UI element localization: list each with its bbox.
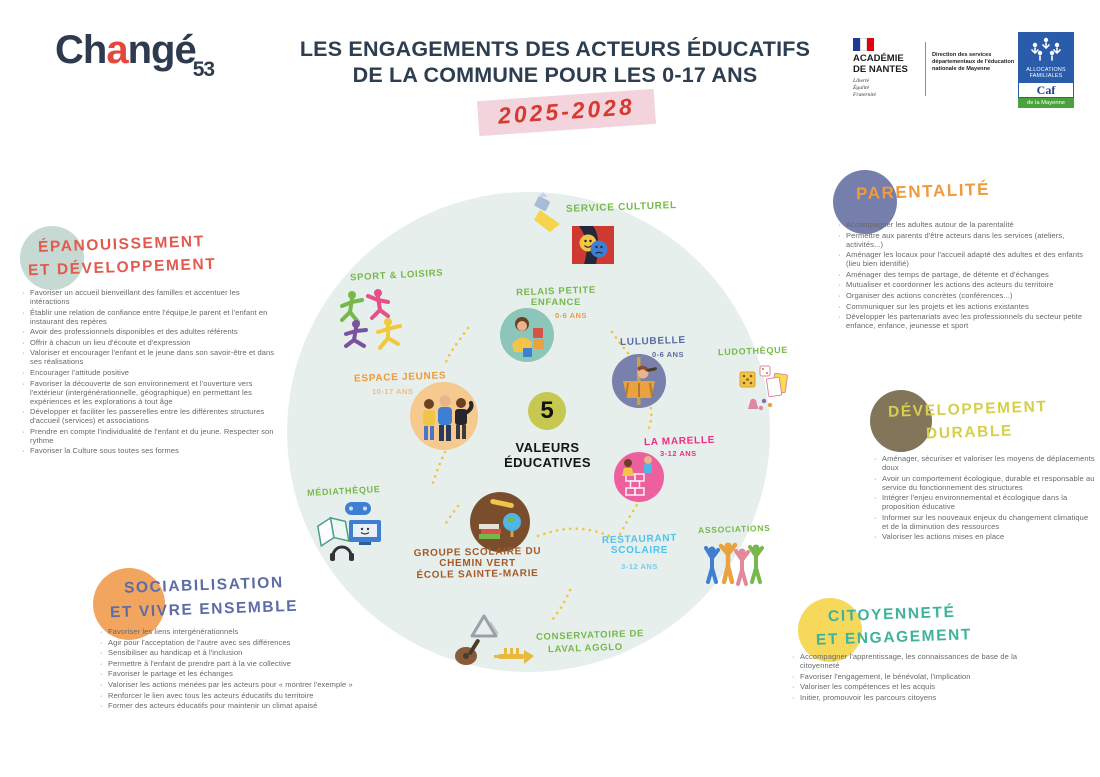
node-la-marelle	[612, 432, 722, 506]
bullet-item: · Communiquer sur les projets et les actions existantes	[836, 302, 1088, 311]
book-screen-headphones-icon	[315, 502, 383, 562]
service-culturel-label: SERVICE CULTUREL	[565, 200, 678, 215]
relais-label-1: RELAIS PETITE	[515, 284, 597, 299]
bullet-item: · Favoriser l'engagement, le bénévolat, l'implication	[790, 672, 1025, 681]
bullet-item: · Offrir à chacun un lieu d'écoute et d'expression	[20, 338, 278, 347]
bullet-item: · Aménager, sécuriser et valoriser les moyens de déplacements doux	[872, 454, 1096, 472]
bullet-item: · Valoriser les compétences et les acquis	[790, 682, 1025, 691]
theater-masks-icon	[572, 226, 614, 264]
bullet-item: · Initier, promouvoir les parcours citoyens	[790, 693, 1025, 702]
partner-divider	[925, 42, 926, 96]
section-blob	[20, 226, 84, 290]
relais-age: 0-6 ANS	[555, 311, 587, 320]
lulubelle-age: 0-6 ANS	[652, 350, 684, 359]
title-line-1: LES ENGAGEMENTS DES ACTEURS ÉDUCATIFS	[299, 37, 811, 61]
epanouissement-title-1: ÉPANOUISSEMENT	[37, 233, 206, 256]
bullet-item: · Accompagner l'apprentissage, les connaissances de base de la citoyenneté	[790, 652, 1025, 670]
bullet-item: · Favoriser un accueil bienveillant des familles et accentuer les intéractions	[20, 288, 278, 306]
title-line-2: DE LA COMMUNE POUR LES 0-17 ANS	[352, 63, 758, 87]
caf-name: Caf	[1018, 82, 1074, 98]
node-mediatheque	[305, 482, 400, 567]
period-text: 2025-2028	[497, 93, 636, 129]
center-label-2: ÉDUCATIVES	[504, 455, 591, 470]
epanouissement-title-2: ET DÉVELOPPEMENT	[27, 255, 217, 280]
bullet-item: · Favoriser le partage et les échanges	[98, 669, 383, 678]
change53-logo	[55, 28, 214, 82]
dice-games-icon	[738, 364, 792, 412]
academie-motto: Liberté Égalité Fraternité	[853, 78, 876, 98]
la-marelle-label: LA MARELLE	[643, 434, 716, 449]
logo-number: 53	[192, 58, 215, 81]
node-conservatoire	[448, 612, 645, 672]
parentalite-bullets	[836, 220, 1088, 332]
caf-allocations-text: ALLOCATIONS FAMILIALES	[1018, 66, 1074, 82]
bullet-item: · Aménager les locaux pour l'accueil adapté des adultes et des enfants (lieu bien identifié)	[836, 250, 1088, 268]
bullet-item: · Établir une relation de confiance entre l'équipe,le parent et l'enfant en instaurant des repères	[20, 308, 278, 326]
sociabilisation-title-1: SOCIABILISATION	[123, 574, 285, 597]
bullet-item: · Informer sur les nouveaux enjeux du changement climatique et de la diminution des ressources	[872, 513, 1096, 531]
books-globe-pencil-icon	[470, 492, 530, 552]
node-service-culturel	[520, 190, 680, 276]
bullet-item: · Développer les partenariats avec les professionnels du secteur petite enfance, enfance, jeunesse et sport	[836, 312, 1088, 330]
caf-family-icon	[1018, 32, 1074, 66]
triangle-guitar-trumpet-icon	[450, 614, 534, 668]
academie-name-2: DE NANTES	[853, 63, 908, 75]
five-number: 5	[540, 397, 554, 424]
sociabilisation-bullets	[98, 627, 383, 712]
teenagers-icon	[410, 382, 478, 450]
caf-mayenne-logo	[1018, 32, 1074, 108]
bullet-item: · Intégrer l'enjeu environnemental et écologique dans la proposition éducative	[872, 493, 1096, 511]
bullet-item: · Valoriser les actions mises en place	[872, 532, 1096, 541]
bullet-item: · Valoriser les actions menées par les acteurs pour « montrer l'exemple »	[98, 680, 383, 689]
citoyennete-title-1: CITOYENNETÉ	[827, 603, 956, 626]
groupe-scolaire-label-1: GROUPE SCOLAIRE DU	[413, 545, 542, 560]
conservatoire-label-1: CONSERVATOIRE DE	[535, 628, 645, 643]
relais-label-2: ENFANCE	[530, 297, 582, 308]
ludotheque-label: LUDOTHÈQUE	[717, 344, 789, 358]
french-flag-icon	[853, 38, 874, 51]
bullet-item: · Renforcer le lien avec tous les acteurs éducatifs du territoire	[98, 691, 383, 700]
bullet-item: · Avoir des professionnels disponibles et des adultes référents	[20, 327, 278, 336]
epanouissement-bullets	[20, 288, 278, 457]
node-ludotheque	[716, 344, 801, 416]
restaurant-age: 3-12 ANS	[621, 562, 658, 571]
groupe-scolaire-label-3: ÉCOLE SAINTE-MARIE	[416, 567, 539, 582]
logo-text: Ch	[55, 28, 107, 72]
academie-nantes-logo	[853, 38, 919, 99]
spotlight-icon	[528, 192, 564, 234]
logo-text: ngé	[127, 28, 196, 72]
citoyennete-title-2: ET ENGAGEMENT	[815, 626, 973, 649]
parentalite-title: PARENTALITÉ	[855, 179, 991, 204]
groupe-scolaire-label-2: CHEMIN VERT	[439, 558, 516, 569]
caf-region: de la Mayenne	[1018, 98, 1074, 108]
restaurant-label-2: SCOLAIRE	[610, 545, 669, 556]
bullet-item: · Sensibiliser au handicap et à l'inclusion	[98, 648, 383, 657]
bullet-item: · Prendre en compte l'individualité de l'enfant et du jeune. Respecter son rythme	[20, 427, 278, 445]
la-marelle-age: 3-12 ANS	[660, 449, 697, 458]
bullet-item: · Favoriser les liens intergénérationnels	[98, 627, 383, 636]
bullet-item: · Aménager des temps de partage, de détente et d'échanges	[836, 270, 1088, 279]
node-groupe-scolaire	[405, 490, 550, 586]
node-associations	[698, 522, 776, 594]
bullet-item: · Favoriser la découverte de son environnement et l'ouverture vers l'extérieur (intergénérationnelle, géographique) en permettant les expériences et les explorations à tout âge	[20, 379, 278, 406]
node-relais-petite-enfance	[496, 284, 616, 368]
developpement-bullets	[872, 454, 1096, 543]
associations-label: ASSOCIATIONS	[697, 522, 771, 536]
node-lulubelle	[610, 332, 705, 412]
page-title	[250, 36, 860, 88]
bullet-item: · Agir pour l'acceptation de l'autre avec ses différences	[98, 638, 383, 647]
child-blocks-icon	[500, 308, 554, 362]
bullet-item: · Avoir un comportement écologique, durable et responsable au service du fonctionnement des structures	[872, 474, 1096, 492]
bullet-item: · Accompagner les adultes autour de la parentalité	[836, 220, 1088, 229]
logo-text-accent: a	[106, 28, 128, 72]
bullet-item: · Encourager l'attitude positive	[20, 368, 278, 377]
crow-nest-lookout-icon	[612, 354, 666, 408]
node-espace-jeunes	[348, 368, 483, 460]
bullet-item: · Organiser des actions concrètes (conférences...)	[836, 291, 1088, 300]
bullet-item: · Mutualiser et coordonner les actions des acteurs du territoire	[836, 280, 1088, 289]
dsden-text: Direction des services départementaux de l'éducation nationale de Mayenne	[932, 52, 1015, 72]
restaurant-label-1: RESTAURANT	[601, 532, 678, 547]
conservatoire-label-2: LAVAL AGGLO	[547, 641, 624, 656]
sport-loisirs-label: SPORT & LOISIRS	[349, 267, 444, 284]
node-restaurant-scolaire	[592, 534, 687, 579]
bullet-item: · Valoriser et encourager l'enfant et le jeune dans son savoir-être et dans ses réalisations	[20, 348, 278, 366]
bullet-item: · Permettre aux parents d'être acteurs dans les services (ateliers, activités...)	[836, 231, 1088, 249]
cheering-people-icon	[704, 538, 764, 588]
academie-name-1: ACADÉMIE	[853, 53, 904, 64]
bullet-item: · Favoriser la Culture sous toutes ses formes	[20, 446, 278, 455]
center-label-1: VALEURS	[515, 440, 580, 455]
bullet-item: · Former des acteurs éducatifs pour maintenir un climat apaisé	[98, 701, 383, 710]
bullet-item: · Développer et faciliter les passerelles entre les différentes structures d'accueil (services) et associations	[20, 407, 278, 425]
espace-jeunes-age: 10-17 ANS	[372, 387, 414, 396]
developpement-title-2: DURABLE	[925, 422, 1014, 443]
bullet-item: · Permettre à l'enfant de prendre part à la vie collective	[98, 659, 383, 668]
mediatheque-label: MÉDIATHÈQUE	[306, 484, 381, 498]
period-badge	[477, 89, 656, 136]
sport-figures-icon	[338, 288, 413, 350]
developpement-title-1: DÉVELOPPEMENT	[887, 398, 1048, 421]
node-center-values	[490, 390, 605, 478]
five-badge	[528, 392, 566, 430]
espace-jeunes-label: ESPACE JEUNES	[353, 370, 447, 385]
lulubelle-label: LULUBELLE	[619, 334, 686, 349]
sociabilisation-title-2: ET VIVRE ENSEMBLE	[109, 597, 299, 622]
hopscotch-icon	[614, 452, 664, 502]
node-sport-loisirs	[336, 266, 451, 361]
citoyennete-bullets	[790, 652, 1025, 703]
